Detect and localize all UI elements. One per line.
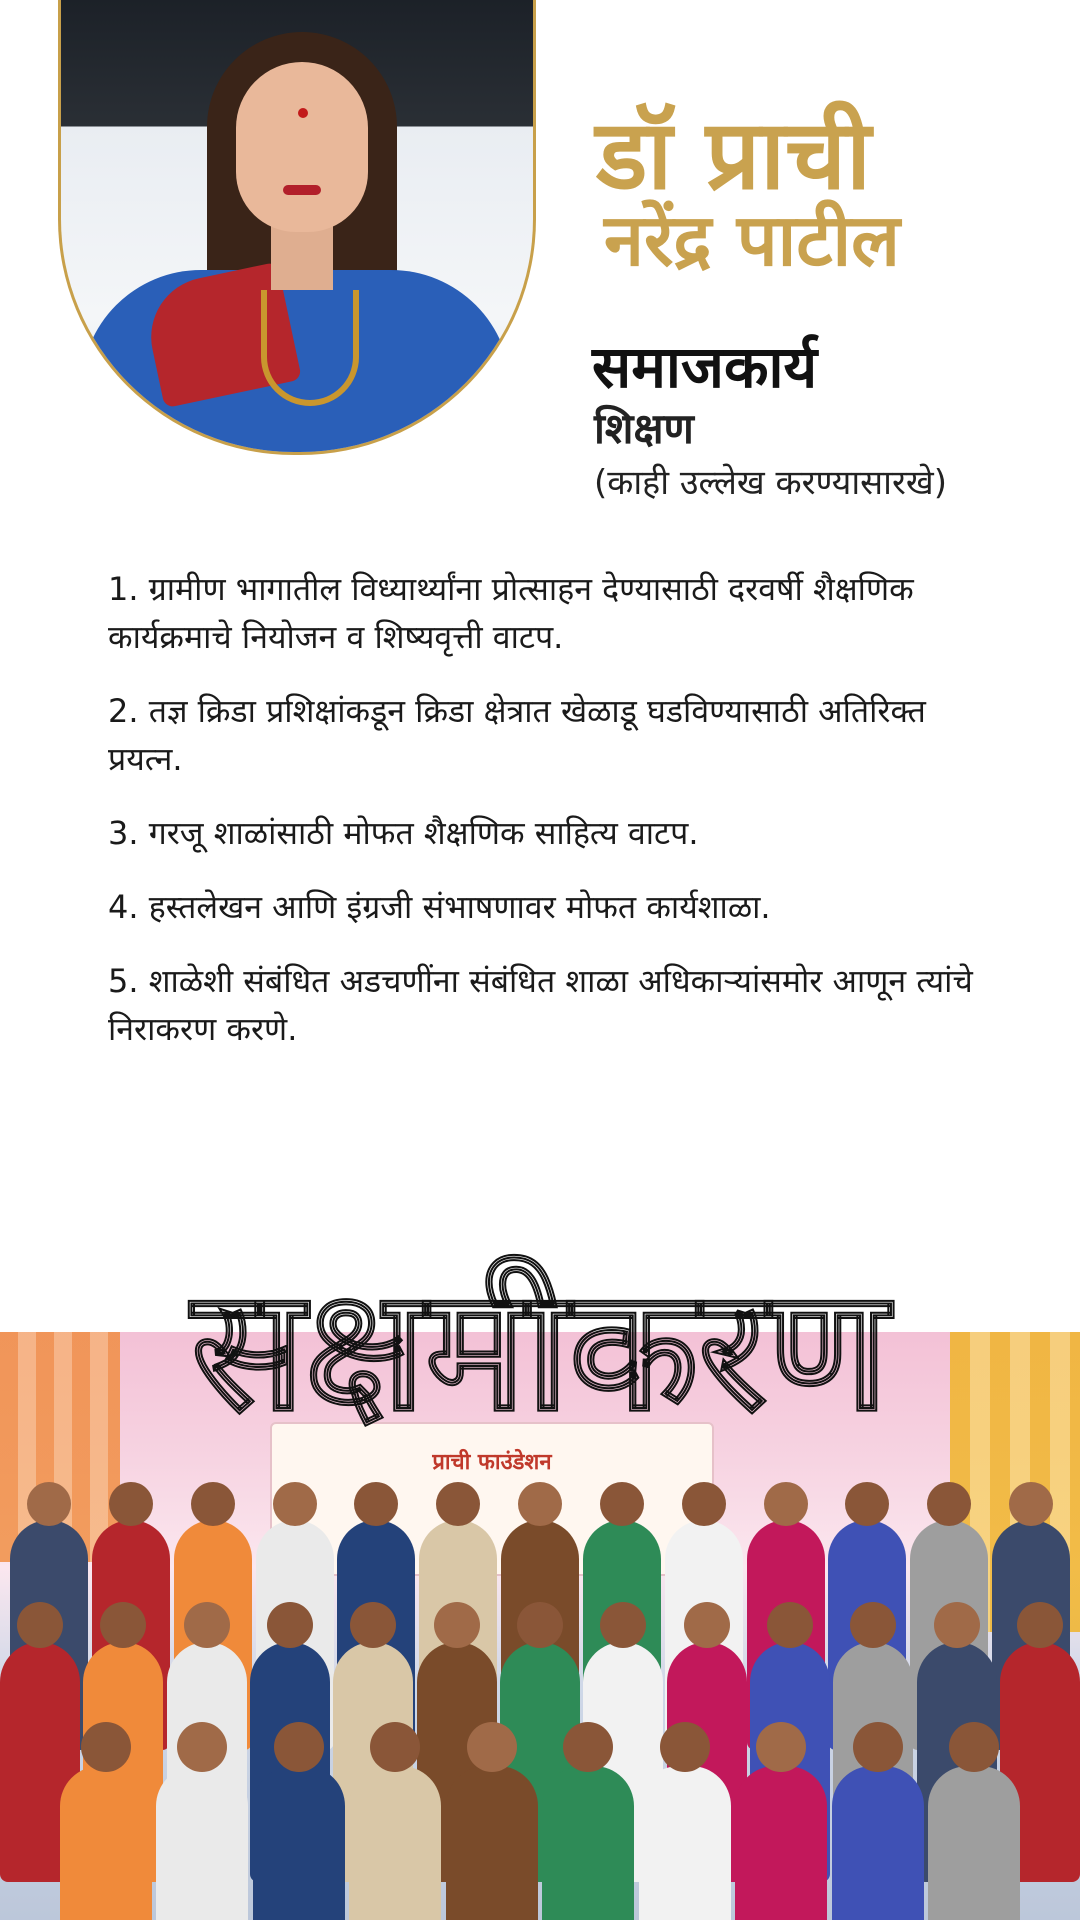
section-note: (काही उल्लेख करण्यासारखे) [594,463,947,503]
photo-person [446,1766,538,1920]
photo-person-head [517,1602,563,1648]
section-heading: समाजकार्य [592,333,818,401]
photo-person-head [184,1602,230,1648]
achievement-item: 5. शाळेशी संबंधित अडचणींना संबंधित शाळा अधिकाऱ्यांसमोर आणून त्यांचे निराकरण करणे. [108,962,973,1048]
photo-person-head [767,1602,813,1648]
photo-person [928,1766,1020,1920]
photo-person [349,1766,441,1920]
photo-person [542,1766,634,1920]
photo-person-head [273,1482,317,1526]
photo-person-head [660,1722,710,1772]
photo-person-head [267,1602,313,1648]
photo-person-head [563,1722,613,1772]
profile-portrait [58,0,536,455]
photo-person-head [949,1722,999,1772]
photo-person [639,1766,731,1920]
photo-person-head [350,1602,396,1648]
photo-person-head [100,1602,146,1648]
photo-person-head [436,1482,480,1526]
photo-person-head [467,1722,517,1772]
photo-person-head [17,1602,63,1648]
photo-person-head [434,1602,480,1648]
photo-person-head [600,1602,646,1648]
photo-person-head [853,1722,903,1772]
profile-name-line1: डॉ प्राची [596,99,871,211]
photo-person-head [934,1602,980,1648]
section-subheading: शिक्षण [594,404,694,453]
achievement-item: 1. ग्रामीण भागातील विध्यार्थ्यांना प्रोत्साहन देण्यासाठी दरवर्षी शैक्षणिक कार्यक्रमाचे नियोजन व शिष्यवृत्ती वाटप. [108,570,914,656]
photo-person-head [81,1722,131,1772]
event-banner-text: प्राची फाउंडेशन [432,1450,552,1475]
photo-person-head [518,1482,562,1526]
photo-person-head [845,1482,889,1526]
photo-person-head [274,1722,324,1772]
photo-person-head [850,1602,896,1648]
photo-person [60,1766,152,1920]
photo-person-head [370,1722,420,1772]
photo-person-head [684,1602,730,1648]
photo-person-head [1017,1602,1063,1648]
photo-person [735,1766,827,1920]
achievements-list [108,565,1008,1079]
photo-person [253,1766,345,1920]
photo-person [832,1766,924,1920]
photo-person [156,1766,248,1920]
achievement-item: 3. गरजू शाळांसाठी मोफत शैक्षणिक साहित्य वाटप. [108,814,699,852]
photo-person-head [27,1482,71,1526]
profile-name-line2: नरेंद्र पाटील [604,198,901,282]
photo-person-head [927,1482,971,1526]
portrait-face [236,62,368,232]
achievement-item: 4. हस्तलेखन आणि इंग्रजी संभाषणावर मोफत कार्यशाळा. [108,888,771,926]
photo-person-head [600,1482,644,1526]
portrait-bindi [298,108,308,118]
photo-person-head [191,1482,235,1526]
photo-person-head [756,1722,806,1772]
photo-person-head [682,1482,726,1526]
photo-person-head [1009,1482,1053,1526]
portrait-lips [283,185,321,195]
photo-person-head [354,1482,398,1526]
portrait-necklace [261,290,359,406]
achievement-item: 2. तज्ञ क्रिडा प्रशिक्षांकडून क्रिडा क्षेत्रात खेळाडू घडविण्यासाठी अतिरिक्त प्रयत्न. [108,692,926,778]
watermark-title: सक्षमीकरण [191,1252,889,1448]
photo-person-head [764,1482,808,1526]
photo-person-head [109,1482,153,1526]
